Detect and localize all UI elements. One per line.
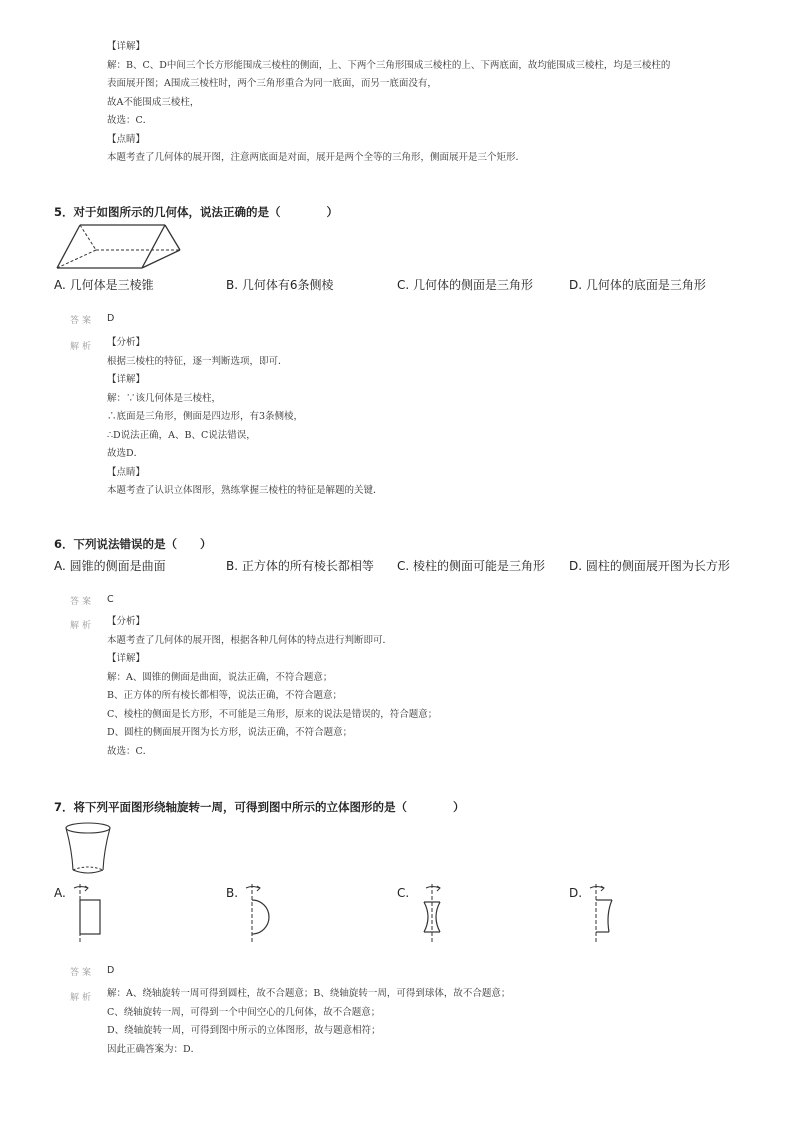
triangular-prism-figure — [54, 220, 184, 272]
option-c-shape-figure — [416, 880, 456, 946]
analysis-line: 本题考查了几何体的展开图，根据各种几何体的特点进行判断即可． — [107, 634, 393, 646]
analysis-label: 解析 — [70, 342, 95, 352]
analysis-label: 解析 — [70, 621, 95, 631]
prev-line: 【点睛】 — [107, 133, 146, 145]
question-5-option-c[interactable]: C. 几何体的侧面是三角形 — [397, 278, 534, 292]
question-7-option-c[interactable]: C. — [397, 886, 410, 900]
question-5-title: 5．对于如图所示的几何体，说法正确的是（ ） — [54, 205, 338, 219]
question-5-answer: D — [107, 313, 115, 324]
analysis-line: 故选：C． — [107, 745, 153, 757]
analysis-line: 【分析】 — [107, 616, 146, 627]
question-7-option-a[interactable]: A. — [54, 886, 66, 900]
question-6-option-c[interactable]: C. 棱柱的侧面可能是三角形 — [397, 559, 546, 573]
prev-line: 表面展开图；A围成三棱柱时，两个三角形重合为同一底面，而另一底面没有， — [107, 78, 437, 89]
analysis-line: 解：A、圆锥的侧面是曲面，说法正确，不符合题意； — [107, 671, 333, 683]
question-6-title: 6．下列说法错误的是（ ） — [54, 537, 212, 551]
prev-line: 本题考查了几何体的展开图，注意两底面是对面，展开是两个全等的三角形，侧面展开是三个矩形． — [107, 152, 526, 163]
analysis-line: ∴底面是三角形，侧面是四边形，有3条侧棱， — [107, 411, 304, 422]
question-5-option-d[interactable]: D. 几何体的底面是三角形 — [569, 278, 706, 292]
analysis-line: 因此正确答案为：D． — [107, 1043, 201, 1055]
analysis-line: 解：∵该几何体是三棱柱， — [107, 392, 222, 404]
question-6-analysis — [107, 613, 437, 761]
prev-line: 故选：C． — [107, 115, 153, 126]
frustum-solid-figure — [62, 820, 114, 878]
question-7-answer: D — [107, 965, 115, 976]
analysis-line: D、绕轴旋转一周，可得到图中所示的立体图形，故与题意相符； — [107, 1025, 381, 1036]
question-5-option-b[interactable]: B. 几何体有6条侧棱 — [226, 278, 334, 292]
prev-line: 【详解】 — [107, 41, 146, 52]
answer-label: 答案 — [70, 968, 95, 978]
question-6-answer: C — [107, 594, 114, 605]
question-5-analysis — [107, 334, 383, 501]
analysis-line: 【点睛】 — [107, 466, 146, 478]
analysis-line: 本题考查了认识立体图形，熟练掌握三棱柱的特征是解题的关键． — [107, 485, 383, 496]
question-7-option-d[interactable]: D. — [569, 886, 583, 900]
question-7-analysis — [107, 985, 510, 1059]
option-d-shape-figure — [584, 880, 624, 946]
option-b-shape-figure — [240, 880, 280, 946]
analysis-line: 解：A、绕轴旋转一周可得到圆柱，故不合题意；B、绕轴旋转一周，可得到球体，故不合题意； — [107, 988, 511, 999]
analysis-line: 【详解】 — [107, 374, 146, 385]
answer-label: 答案 — [70, 597, 95, 607]
analysis-line: B、正方体的所有棱长都相等，说法正确，不符合题意； — [107, 690, 342, 701]
prev-line: 解：B、C、D中间三个长方形能围成三棱柱的侧面，上、下两个三角形围成三棱柱的上、下两底面，故均能围成三棱柱，均是三棱柱的 — [107, 59, 671, 71]
question-6-option-b[interactable]: B. 正方体的所有棱长都相等 — [226, 559, 374, 573]
question-5-option-a[interactable]: A. 几何体是三棱锥 — [54, 278, 154, 292]
analysis-line: 根据三棱柱的特征，逐一判断选项，即可． — [107, 355, 288, 367]
question-7-title: 7．将下列平面图形绕轴旋转一周，可得到图中所示的立体图形的是（ ） — [54, 800, 465, 814]
analysis-line: 【详解】 — [107, 653, 146, 664]
analysis-line: C、绕轴旋转一周，可得到一个中间空心的几何体，故不合题意； — [107, 1006, 381, 1018]
analysis-line: C、棱柱的侧面是长方形，不可能是三角形，原来的说法是错误的，符合题意； — [107, 708, 438, 720]
prev-solution — [107, 38, 670, 168]
analysis-line: D、圆柱的侧面展开图为长方形，说法正确，不符合题意； — [107, 727, 353, 738]
prev-line: 故A不能围成三棱柱， — [107, 96, 200, 108]
answer-label: 答案 — [70, 316, 95, 326]
analysis-line: 【分析】 — [107, 337, 146, 348]
analysis-line: ∴D说法正确，A、B、C说法错误， — [107, 429, 256, 441]
analysis-label: 解析 — [70, 993, 95, 1003]
question-6-option-a[interactable]: A. 圆锥的侧面是曲面 — [54, 559, 166, 573]
analysis-line: 故选D． — [107, 448, 144, 459]
question-7-option-b[interactable]: B. — [226, 886, 239, 900]
question-6-option-d[interactable]: D. 圆柱的侧面展开图为长方形 — [569, 559, 730, 573]
option-a-shape-figure — [68, 880, 108, 946]
